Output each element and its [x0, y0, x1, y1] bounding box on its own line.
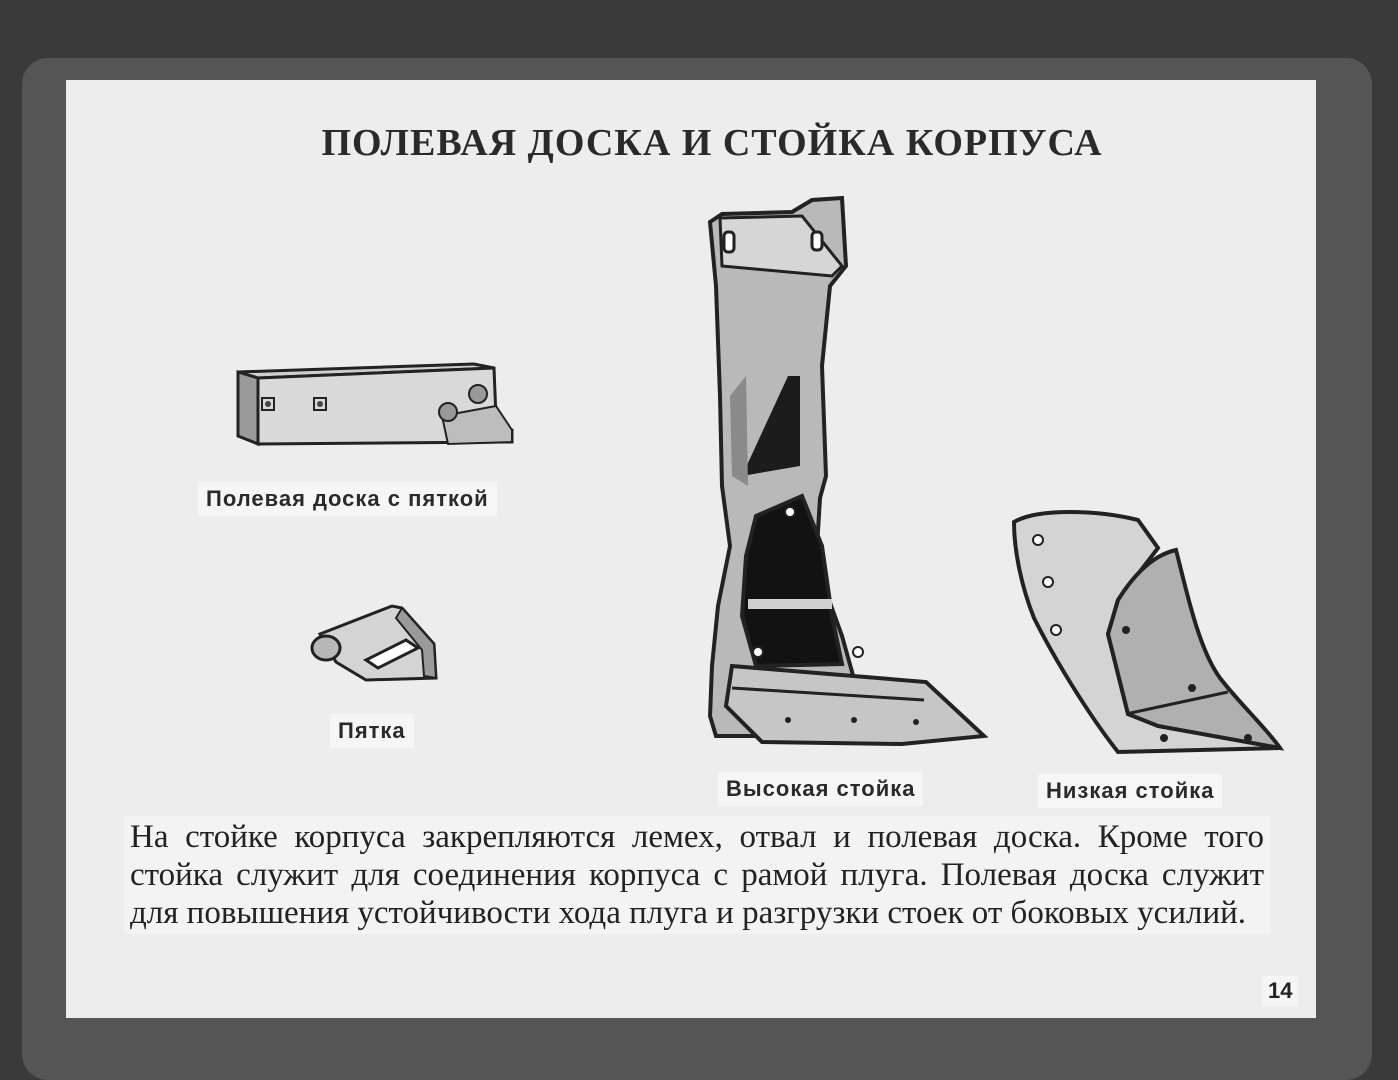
caption-text: На стойке корпуса закрепляются лемех, отвал и полевая доска. Кроме того стойка служит для соединения корпуса с рамой плуга. Полевая доска служит для повышения устойчивости хода плуга и разгрузки стоек от боковых усилий. — [124, 816, 1270, 934]
low-standard-label: Низкая стойка — [1038, 774, 1222, 808]
heel-label: Пятка — [330, 714, 414, 748]
slide — [66, 80, 1316, 1018]
high-standard-label: Высокая стойка — [718, 772, 923, 806]
landside-illustration — [234, 360, 524, 460]
page-number: 14 — [1262, 976, 1298, 1006]
landside-label: Полевая доска с пяткой — [198, 482, 497, 516]
heel-illustration — [306, 604, 442, 684]
low-standard-illustration — [1008, 508, 1288, 758]
slide-title: ПОЛЕВАЯ ДОСКА И СТОЙКА КОРПУСА — [321, 122, 1103, 164]
high-standard-illustration — [702, 196, 992, 756]
